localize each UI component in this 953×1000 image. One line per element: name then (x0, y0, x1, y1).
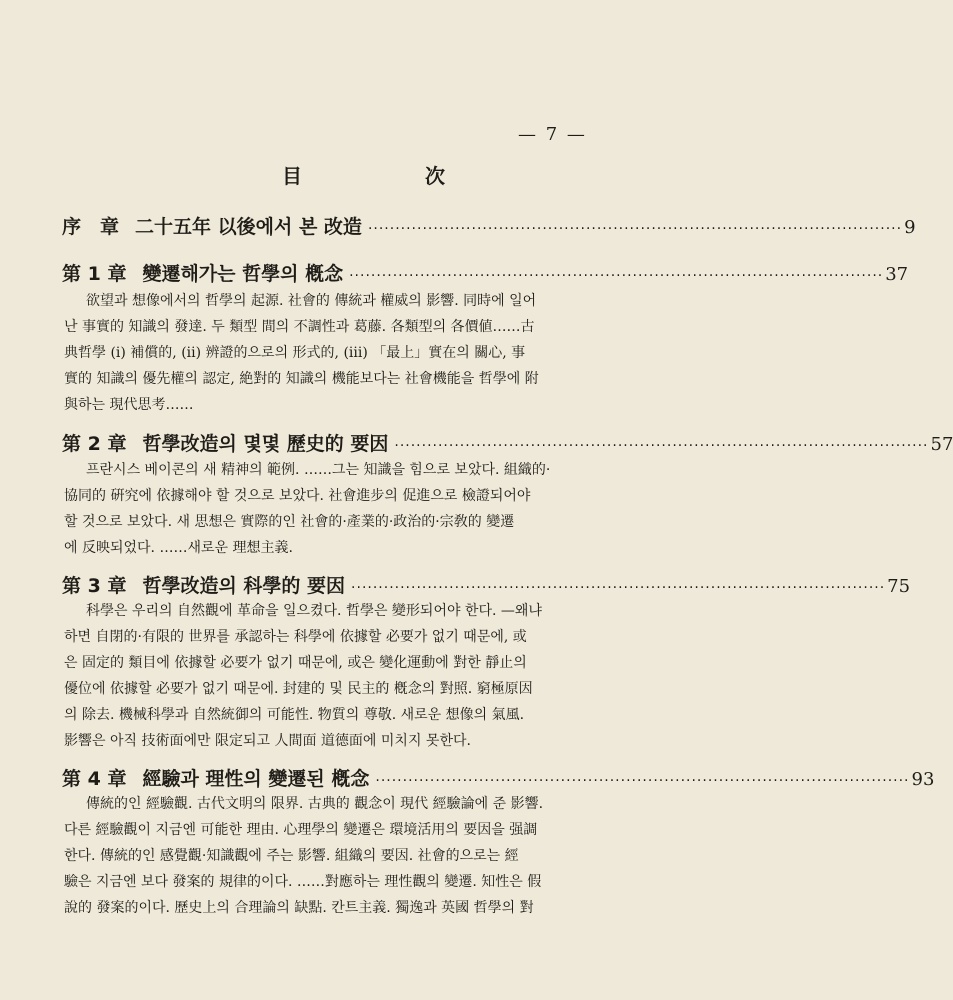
chapter-label: 第 2 章 (62, 433, 127, 455)
chapter-page: 9 (904, 217, 916, 238)
summary-line: 한다. 傳統的인 感覺觀·知識觀에 주는 影響. 組織의 要因. 社會的으로는 經 (64, 848, 519, 864)
summary-line: 與하는 現代思考…… (64, 397, 194, 413)
summary-line: 에 反映되었다. ……새로운 理想主義. (64, 540, 293, 556)
chapter-title: 變遷해가는 哲學의 槪念 (142, 263, 344, 285)
leader-dots: ·································································································· (375, 773, 910, 789)
chapter-summary (64, 598, 590, 754)
toc-entry-chapter-2[interactable] (62, 429, 953, 456)
toc-entry-preface[interactable] (62, 212, 916, 239)
chapter-label: 第 1 章 (62, 263, 127, 285)
summary-line: 實的 知識의 優先權의 認定, 絶對的 知識의 機能보다는 社會機能을 哲學에 附 (64, 371, 539, 387)
summary-line: 하면 自閉的·有限的 世界를 承認하는 科學에 依據할 必要가 없기 때문에, 或 (64, 629, 527, 645)
chapter-page: 57 (930, 434, 953, 455)
summary-line: 影響은 아직 技術面에만 限定되고 人間面 道德面에 미치지 못한다. (64, 733, 471, 749)
leader-dots: ·································································································· (367, 221, 903, 237)
summary-line: 다른 經驗觀이 지금엔 可能한 理由. 心理學의 變遷은 環境活用의 要因을 强調 (64, 822, 538, 838)
summary-line: 난 事實的 知識의 發達. 두 類型 間의 不調性과 葛藤. 各類型의 各價値……古 (64, 319, 535, 335)
chapter-summary (64, 288, 590, 418)
toc-entry-chapter-1[interactable] (62, 259, 909, 286)
summary-line: 優位에 依據할 必要가 없기 때문에. 封建的 및 民主的 槪念의 對照. 窮極原因 (64, 681, 533, 697)
chapter-title: 哲學改造의 몇몇 歷史的 要因 (142, 433, 389, 455)
chapter-page: 75 (887, 576, 911, 597)
leader-dots: ·································································································· (351, 580, 886, 596)
chapter-summary (64, 791, 590, 921)
summary-line: 說的 發案的이다. 歷史上의 合理論의 缺點. 칸트主義. 獨逸과 英國 哲學의 對 (64, 900, 534, 916)
chapter-label: 第 4 章 (62, 768, 127, 790)
summary-line: 의 除去. 機械科學과 自然統御의 可能性. 物質의 尊敬. 새로운 想像의 氣風. (64, 707, 525, 723)
summary-line: 은 固定的 類目에 依據할 必要가 없기 때문에, 或은 變化運動에 對한 靜止의 (64, 655, 527, 671)
chapter-label: 序 章 (62, 216, 120, 238)
chapter-page: 93 (911, 769, 935, 790)
page-number: — 7 — (518, 124, 587, 145)
leader-dots: ·································································································· (394, 438, 929, 454)
summary-line: 協同的 硏究에 依據해야 할 것으로 보았다. 社會進步의 促進으로 檢證되어야 (64, 488, 531, 504)
summary-line: 科學은 우리의 自然觀에 革命을 일으켰다. 哲學은 變形되어야 한다. —왜냐 (86, 603, 542, 619)
chapter-title: 哲學改造의 科學的 要因 (142, 575, 346, 597)
summary-line: 프란시스 베이콘의 새 精神의 範例. ……그는 知識을 힘으로 보았다. 組織的· (86, 462, 551, 478)
toc-entry-chapter-3[interactable] (62, 571, 911, 598)
chapter-title: 經驗과 理性의 變遷된 槪念 (142, 768, 370, 790)
chapter-title: 二十五年 以後에서 본 改造 (135, 216, 362, 238)
chapter-page: 37 (885, 264, 909, 285)
summary-line: 驗은 지금엔 보다 發案的 規律的이다. ……對應하는 理性觀의 變遷. 知性은 假 (64, 874, 542, 890)
summary-line: 欲望과 想像에서의 哲學의 起源. 社會的 傳統과 權威의 影響. 同時에 일어 (86, 293, 537, 309)
chapter-label: 第 3 章 (62, 575, 127, 597)
summary-line: 典哲學 (i) 補償的, (ii) 辨證的으로의 形式的, (iii) 「最上」實在의 關心, 事 (64, 345, 526, 361)
toc-title: 目 次 (282, 164, 503, 188)
chapter-summary (64, 457, 590, 561)
toc-entry-chapter-4[interactable] (62, 764, 935, 791)
summary-line: 傳統的인 經驗觀. 古代文明의 限界. 古典的 觀念이 現代 經驗論에 준 影響. (86, 796, 544, 812)
leader-dots: ·································································································· (349, 268, 884, 284)
summary-line: 할 것으로 보았다. 새 思想은 實際的인 社會的·產業的·政治的·宗敎的 變遷 (64, 514, 515, 530)
